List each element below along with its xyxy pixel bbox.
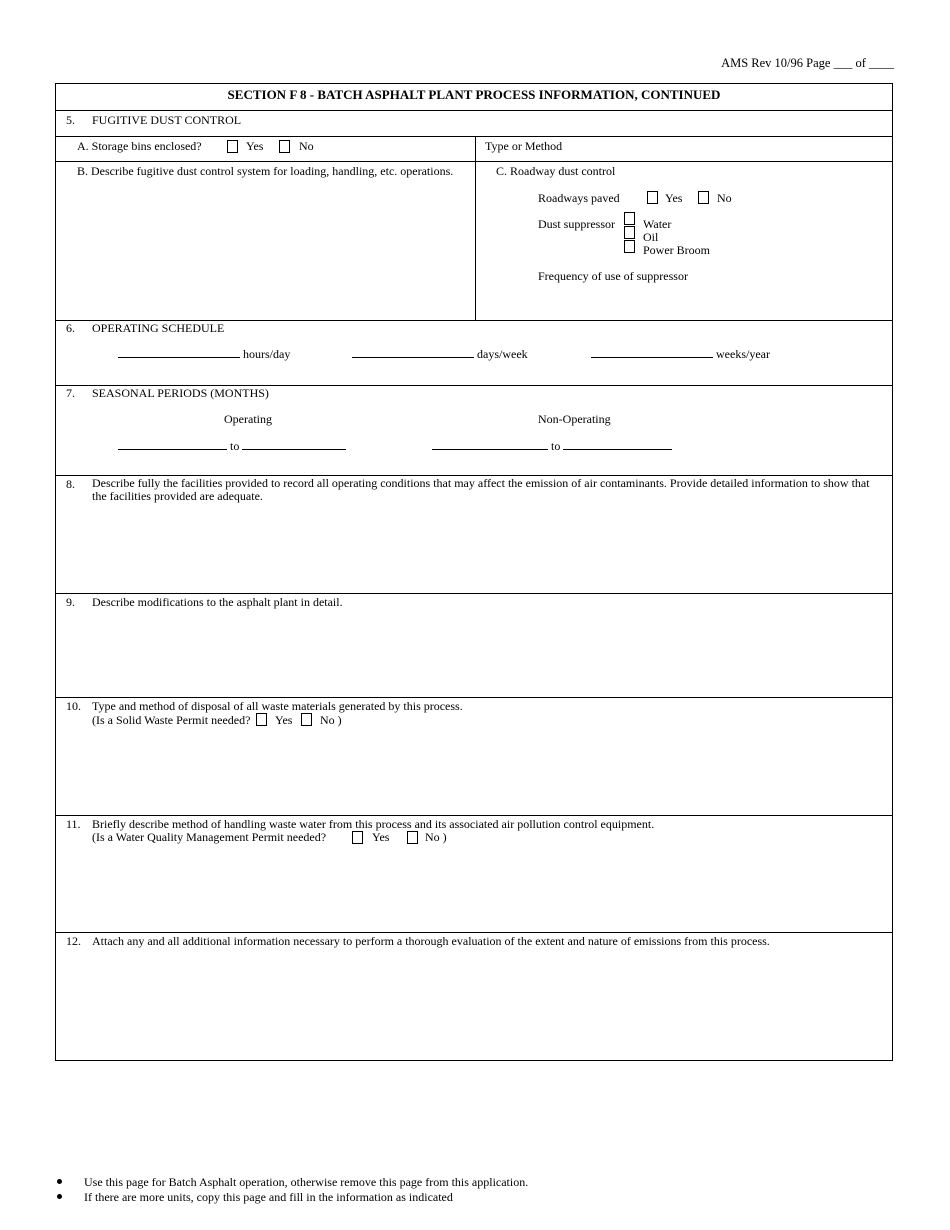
divider bbox=[56, 136, 892, 137]
suppressor-water-label: Water bbox=[643, 217, 672, 231]
roadways-paved-yes-checkbox[interactable] bbox=[647, 191, 658, 204]
section-5-number: 5. bbox=[66, 113, 75, 127]
section-7-number: 7. bbox=[66, 386, 75, 400]
solid-waste-permit-yes-checkbox[interactable] bbox=[256, 713, 267, 726]
hours-per-day-label: hours/day bbox=[243, 347, 291, 361]
weeks-per-year-field[interactable] bbox=[591, 347, 713, 358]
section-8-text: Describe fully the facilities provided to record all operating conditions that may affect the emission of air contaminants. Provide detailed information to show that the facilities provided are adequate. bbox=[92, 476, 870, 503]
page-revision-header: AMS Rev 10/96 Page ___ of ____ bbox=[721, 56, 894, 70]
section-9-text: Describe modifications to the asphalt plant in detail. bbox=[92, 595, 343, 609]
solid-waste-permit-no-checkbox[interactable] bbox=[301, 713, 312, 726]
section-10-number: 10. bbox=[66, 699, 81, 713]
section-8-number: 8. bbox=[66, 477, 75, 491]
operating-to-field[interactable] bbox=[242, 439, 346, 450]
water-quality-permit-question: (Is a Water Quality Management Permit needed? bbox=[92, 830, 327, 844]
divider bbox=[56, 697, 892, 698]
storage-bins-yes-checkbox[interactable] bbox=[227, 140, 238, 153]
non-operating-label: Non-Operating bbox=[538, 412, 611, 426]
section-12-text: Attach any and all additional information necessary to perform a thorough evaluation of the extent and nature of emissions from this process. bbox=[92, 934, 770, 948]
section-5-heading: FUGITIVE DUST CONTROL bbox=[92, 113, 242, 127]
divider bbox=[56, 110, 892, 111]
storage-bins-yes-label: Yes bbox=[246, 139, 264, 153]
roadways-paved-yes-label: Yes bbox=[665, 191, 683, 205]
section-title: SECTION F 8 - BATCH ASPHALT PLANT PROCESS INFORMATION, CONTINUED bbox=[227, 87, 721, 102]
column-divider bbox=[475, 136, 476, 320]
solid-waste-permit-no-label: No ) bbox=[320, 713, 342, 727]
roadways-paved-no-checkbox[interactable] bbox=[698, 191, 709, 204]
non-operating-from-field[interactable] bbox=[432, 439, 548, 450]
days-per-week-label: days/week bbox=[477, 347, 528, 361]
hours-per-day-field[interactable] bbox=[118, 347, 240, 358]
operating-label: Operating bbox=[224, 412, 272, 426]
water-quality-permit-no-checkbox[interactable] bbox=[407, 831, 418, 844]
operating-from-field[interactable] bbox=[118, 439, 227, 450]
suppressor-water-checkbox[interactable] bbox=[624, 212, 635, 225]
divider bbox=[56, 815, 892, 816]
non-operating-to-label: to bbox=[551, 439, 561, 453]
solid-waste-permit-yes-label: Yes bbox=[275, 713, 293, 727]
days-per-week-field[interactable] bbox=[352, 347, 474, 358]
divider bbox=[56, 161, 892, 162]
footnote-2: If there are more units, copy this page and fill in the information as indicated bbox=[84, 1190, 453, 1204]
solid-waste-permit-question: (Is a Solid Waste Permit needed? bbox=[92, 713, 251, 727]
suppressor-oil-label: Oil bbox=[643, 230, 659, 244]
suppressor-power-broom-label: Power Broom bbox=[643, 243, 710, 257]
storage-bins-no-checkbox[interactable] bbox=[279, 140, 290, 153]
section-12-number: 12. bbox=[66, 934, 81, 948]
suppressor-power-broom-checkbox[interactable] bbox=[624, 240, 635, 253]
section-11-text: Briefly describe method of handling waste water from this process and its associated air pollution control equipment. bbox=[92, 817, 655, 831]
section-10-text: Type and method of disposal of all waste materials generated by this process. bbox=[92, 699, 463, 713]
roadway-dust-control-label: C. Roadway dust control bbox=[496, 164, 616, 178]
bullet-icon bbox=[57, 1179, 62, 1184]
process-info-form bbox=[55, 83, 893, 1061]
non-operating-to-field[interactable] bbox=[563, 439, 672, 450]
bullet-icon bbox=[57, 1194, 62, 1199]
water-quality-permit-no-label: No ) bbox=[425, 830, 447, 844]
storage-bins-label: A. Storage bins enclosed? bbox=[77, 139, 202, 153]
fugitive-dust-system-label: B. Describe fugitive dust control system for loading, handling, etc. operations. bbox=[77, 164, 454, 178]
type-or-method-label: Type or Method bbox=[485, 139, 563, 153]
roadways-paved-label: Roadways paved bbox=[538, 191, 620, 205]
section-6-heading: OPERATING SCHEDULE bbox=[92, 321, 225, 335]
roadways-paved-no-label: No bbox=[717, 191, 732, 205]
footnote-1: Use this page for Batch Asphalt operation, otherwise remove this page from this application. bbox=[84, 1175, 529, 1189]
divider bbox=[56, 932, 892, 933]
section-7-heading: SEASONAL PERIODS (MONTHS) bbox=[92, 386, 269, 400]
operating-to-label: to bbox=[230, 439, 240, 453]
water-quality-permit-yes-label: Yes bbox=[372, 830, 390, 844]
section-9-number: 9. bbox=[66, 595, 75, 609]
dust-suppressor-label: Dust suppressor bbox=[538, 217, 615, 231]
storage-bins-no-label: No bbox=[299, 139, 314, 153]
water-quality-permit-yes-checkbox[interactable] bbox=[352, 831, 363, 844]
suppressor-oil-checkbox[interactable] bbox=[624, 226, 635, 239]
section-6-number: 6. bbox=[66, 321, 75, 335]
divider bbox=[56, 593, 892, 594]
suppressor-frequency-label: Frequency of use of suppressor bbox=[538, 269, 688, 283]
section-11-number: 11. bbox=[66, 817, 81, 831]
weeks-per-year-label: weeks/year bbox=[716, 347, 770, 361]
